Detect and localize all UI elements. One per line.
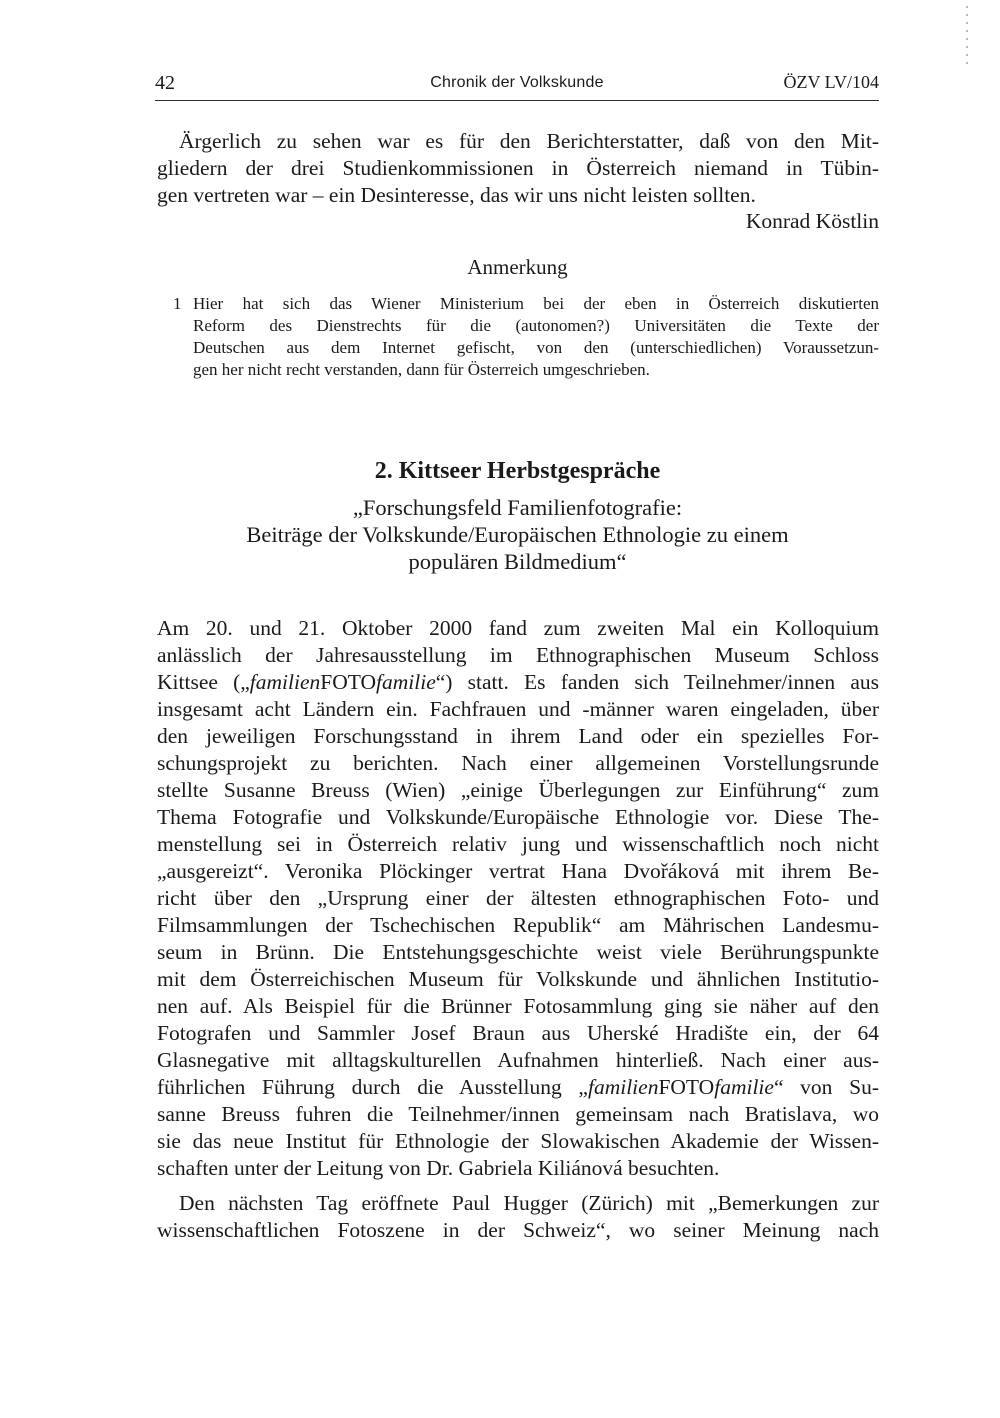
text-line: gliedern der drei Studienkommissionen in Österreich niemand in Tübin- bbox=[157, 156, 879, 180]
text-line: schaften unter der Leitung von Dr. Gabriela Kiliánová besuchten. bbox=[157, 1156, 720, 1180]
footnote-line: Hier hat sich das Wiener Ministerium bei der eben in Österreich diskutierten bbox=[193, 294, 879, 313]
text-line: Am 20. und 21. Oktober 2000 fand zum zweiten Mal ein Kolloquium bbox=[157, 616, 879, 640]
closing-paragraph bbox=[157, 128, 879, 209]
subtitle-line: „Forschungsfeld Familienfotografie: bbox=[352, 495, 683, 520]
footnote-line: gen her nicht recht verstanden, dann für Österreich umgeschrieben. bbox=[193, 360, 650, 379]
report-paragraph-1 bbox=[157, 615, 879, 1182]
footnote-line: Deutschen aus dem Internet gefischt, von den (unterschiedlichen) Voraussetzun- bbox=[193, 338, 879, 357]
page-header bbox=[155, 70, 879, 101]
journal-reference: ÖZV LV/104 bbox=[783, 72, 879, 92]
text-line: seum in Brünn. Die Entstehungsgeschichte weist viele Berührungspunkte bbox=[157, 940, 879, 964]
text-line: nen auf. Als Beispiel für die Brünner Fotosammlung ging sie näher auf den bbox=[157, 994, 879, 1018]
subtitle-line: populären Bildmedium“ bbox=[408, 549, 627, 574]
text-line: Glasnegative mit alltagskulturellen Aufnahmen hinterließ. Nach einer aus- bbox=[157, 1048, 879, 1072]
text-line: mit dem Österreichischen Museum für Volkskunde und ähnlichen Institutio- bbox=[157, 967, 879, 991]
running-title: Chronik der Volkskunde bbox=[430, 74, 604, 91]
notes-heading: Anmerkung bbox=[467, 255, 568, 279]
text-line: „ausgereizt“. Veronika Plöckinger vertrat Hana Dvořáková mit ihrem Be- bbox=[157, 859, 879, 883]
text-line: den jeweiligen Forschungsstand in ihrem Land oder ein spezielles For- bbox=[157, 724, 879, 748]
text-line: führlichen Führung durch die Ausstellung „familienFOTOfamilie“ von Su- bbox=[157, 1075, 879, 1099]
report-paragraph-2 bbox=[157, 1190, 879, 1244]
text-line: gen vertreten war – ein Desinteresse, das wir uns nicht leisten sollten. bbox=[157, 183, 756, 207]
footnote-number: 1 bbox=[173, 294, 182, 313]
subtitle-line: Beiträge der Volkskunde/Europäischen Ethnologie zu einem bbox=[246, 522, 789, 547]
text-line: Kittsee („familienFOTOfamilie“) statt. Es fanden sich Teilnehmer/innen aus bbox=[157, 670, 879, 694]
text-line: anlässlich der Jahresausstellung im Ethnographischen Museum Schloss bbox=[157, 643, 879, 667]
text-line: Den nächsten Tag eröffnete Paul Hugger (Zürich) mit „Bemerkungen zur bbox=[179, 1191, 879, 1215]
scan-edge-marks bbox=[964, 0, 970, 400]
text-line: Ärgerlich zu sehen war es für den Berichterstatter, daß von den Mit- bbox=[179, 129, 879, 153]
text-line: menstellung sei in Österreich relativ jung und wissenschaftlich noch nicht bbox=[157, 832, 879, 856]
text-line: Thema Fotografie und Volkskunde/Europäische Ethnologie vor. Diese The- bbox=[157, 805, 879, 829]
footnote-line: Reform des Dienstrechts für die (autonomen?) Universitäten die Texte der bbox=[193, 316, 879, 335]
section-subtitle bbox=[35, 494, 1000, 575]
footnote bbox=[173, 293, 879, 381]
text-line: schungsprojekt zu berichten. Nach einer allgemeinen Vorstellungsrunde bbox=[157, 751, 879, 775]
text-line: Filmsammlungen der Tschechischen Republik“ am Mährischen Landesmu- bbox=[157, 913, 879, 937]
text-line: sanne Breuss fuhren die Teilnehmer/innen gemeinsam nach Bratislava, wo bbox=[157, 1102, 879, 1126]
section-title: 2. Kittseer Herbstgespräche bbox=[374, 458, 661, 484]
text-line: sie das neue Institut für Ethnologie der Slowakischen Akademie der Wissen- bbox=[157, 1129, 879, 1153]
text-line: Fotografen und Sammler Josef Braun aus Uherské Hradište ein, der 64 bbox=[157, 1021, 879, 1045]
footnote-text bbox=[193, 293, 879, 381]
text-line: richt über den „Ursprung einer der ältesten ethnographischen Foto- und bbox=[157, 886, 879, 910]
text-line: wissenschaftlichen Fotoszene in der Schweiz“, wo seiner Meinung nach bbox=[157, 1218, 879, 1242]
text-line: insgesamt acht Ländern ein. Fachfrauen und -männer waren eingeladen, über bbox=[157, 697, 879, 721]
text-line: stellte Susanne Breuss (Wien) „einige Überlegungen zur Einführung“ zum bbox=[157, 778, 879, 802]
page-number: 42 bbox=[155, 72, 175, 94]
author-signature: Konrad Köstlin bbox=[745, 209, 879, 233]
